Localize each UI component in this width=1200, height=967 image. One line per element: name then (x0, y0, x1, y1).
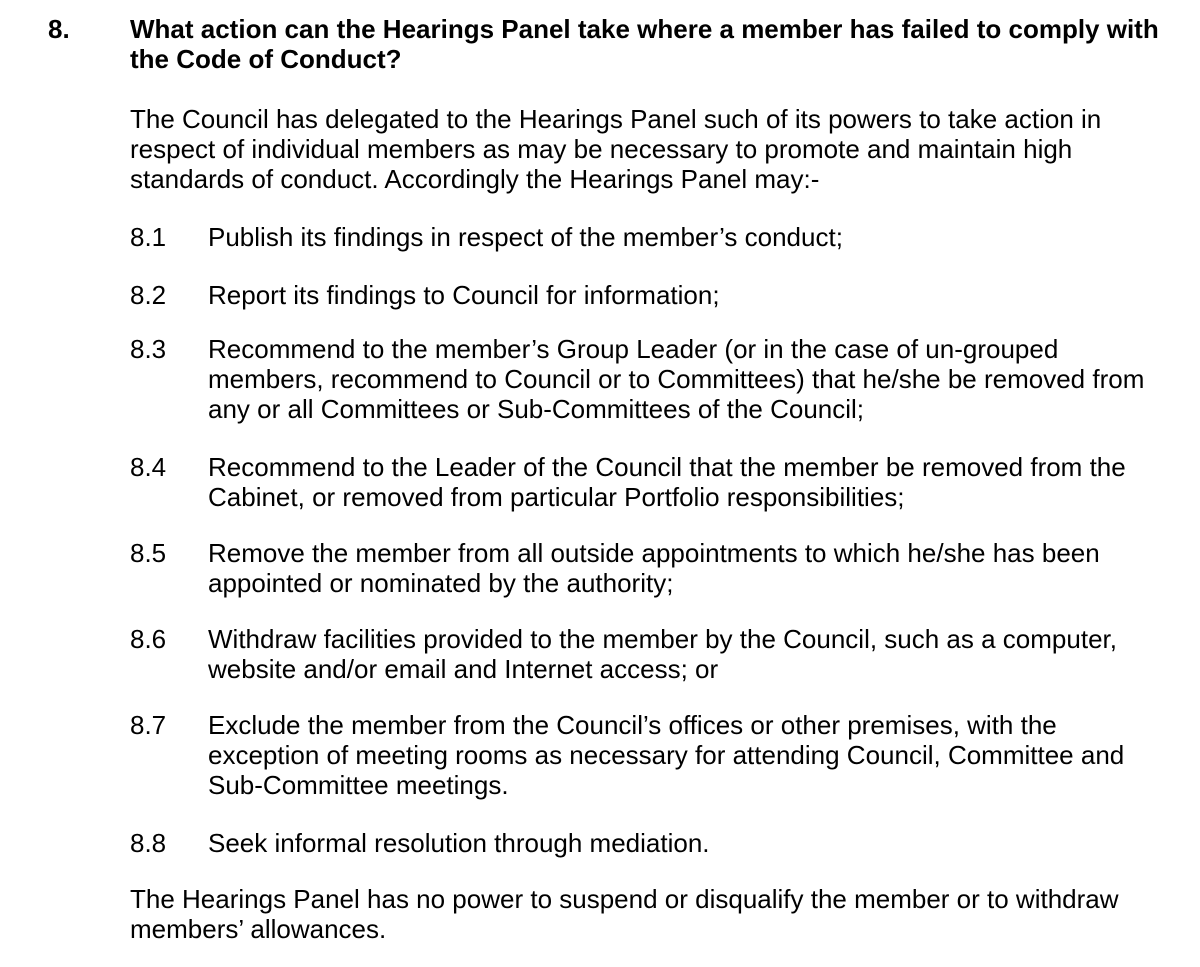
list-item-text: Exclude the member from the Council’s offices or other premises, with the exception of meeting rooms as necessary for attending Council, Committee and Sub-Committee meetings. (208, 710, 1125, 800)
list-item-number: 8.4 (130, 452, 167, 482)
list-item-number: 8.5 (130, 538, 167, 568)
list-item-text: Publish its findings in respect of the member’s conduct; (208, 222, 843, 252)
list-item-text: Recommend to the member’s Group Leader (or in the case of un-grouped members, recommend to Council or to Committees) that he/she be removed from any or all Committees or Sub-Committees of the Council; (208, 334, 1145, 424)
list-item-number: 8.3 (130, 334, 167, 364)
list-item-text: Remove the member from all outside appointments to which he/she has been appointed or nominated by the authority; (208, 538, 1100, 598)
list-item-number: 8.6 (130, 624, 167, 654)
list-item-text: Report its findings to Council for information; (208, 280, 720, 310)
section-number: 8. (48, 14, 70, 44)
list-item-text: Withdraw facilities provided to the member by the Council, such as a computer, website and/or email and Internet access; or (208, 624, 1117, 684)
list-item-number: 8.8 (130, 828, 167, 858)
list-item-number: 8.1 (130, 222, 167, 252)
list-item-text: Seek informal resolution through mediation. (208, 828, 710, 858)
section-heading: What action can the Hearings Panel take where a member has failed to comply with the Code of Conduct? (130, 14, 1159, 74)
intro-paragraph: The Council has delegated to the Hearings Panel such of its powers to take action in respect of individual members as may be necessary to promote and maintain high standards of conduct. Accordingly the Hearings Panel may:- (130, 104, 1102, 194)
list-item-number: 8.2 (130, 280, 167, 310)
list-item-text: Recommend to the Leader of the Council that the member be removed from the Cabinet, or removed from particular Portfolio responsibilities; (208, 452, 1126, 512)
closing-paragraph: The Hearings Panel has no power to suspend or disqualify the member or to withdraw members’ allowances. (130, 884, 1119, 944)
list-item-number: 8.7 (130, 710, 167, 740)
